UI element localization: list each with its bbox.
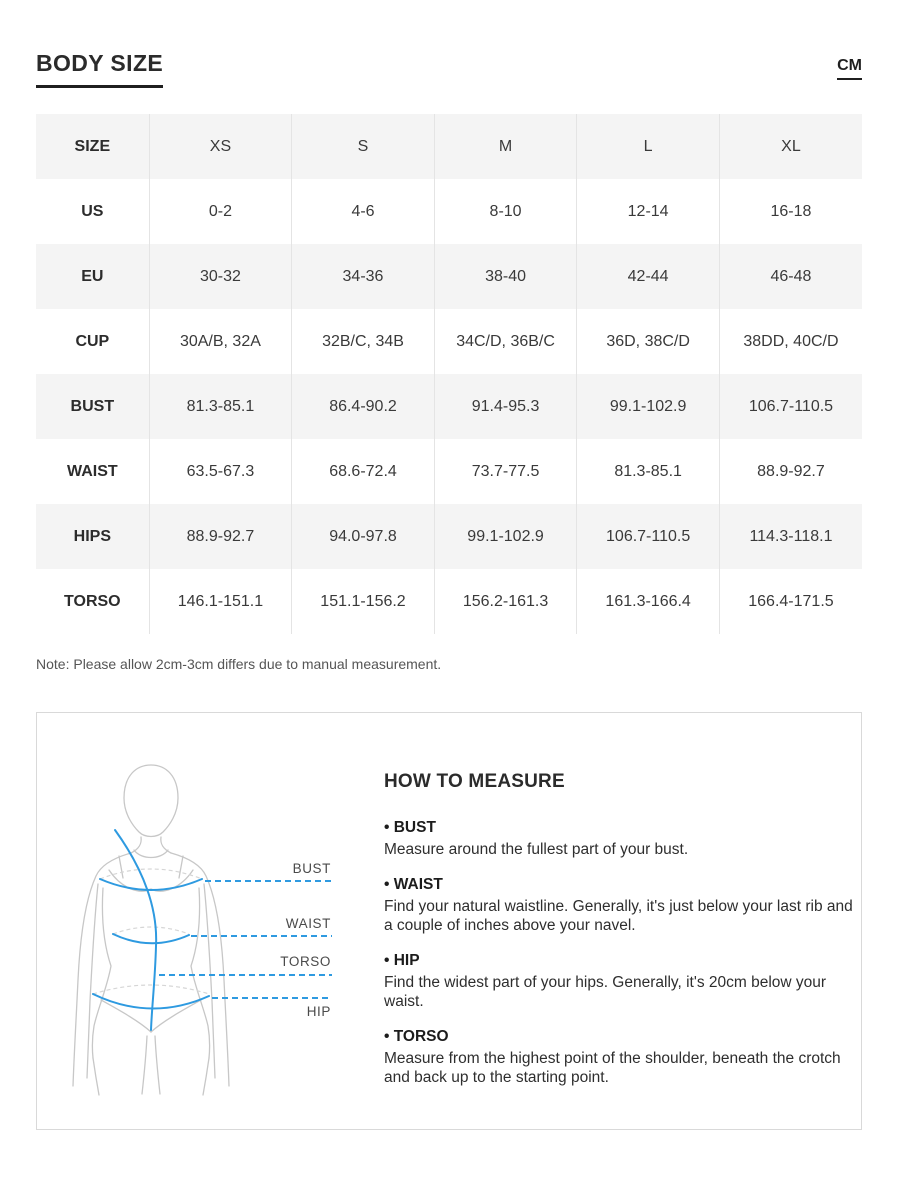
size-table-body: [36, 114, 862, 634]
size-value-cell: 8-10: [434, 179, 577, 244]
row-label: WAIST: [36, 439, 149, 504]
page-title: BODY SIZE: [36, 50, 163, 88]
size-value-cell: 81.3-85.1: [149, 374, 292, 439]
size-value-cell: 42-44: [577, 244, 720, 309]
measure-item-bust: [384, 819, 854, 859]
measure-description: Measure around the fullest part of your bust.: [384, 841, 689, 858]
how-to-measure-section: [384, 771, 854, 1104]
how-to-measure-heading: HOW TO MEASURE: [384, 771, 565, 792]
size-value-cell: 36D, 38C/D: [577, 309, 720, 374]
size-value-cell: 38DD, 40C/D: [743, 332, 839, 350]
diagram-label-bust: BUST: [292, 861, 331, 876]
column-header-cell: S: [292, 114, 435, 179]
table-row: [36, 504, 862, 569]
measure-instructions: [384, 819, 854, 1087]
size-value-cell: 34C/D, 36B/C: [434, 309, 577, 374]
size-value-cell: 63.5-67.3: [149, 439, 292, 504]
table-row: [36, 244, 862, 309]
row-label: BUST: [36, 374, 149, 439]
page-header: [36, 50, 862, 88]
measure-term: • TORSO: [384, 1028, 854, 1046]
size-value-cell: 68.6-72.4: [292, 439, 435, 504]
size-value-cell: 32B/C, 34B: [292, 309, 435, 374]
column-header-cell: M: [434, 114, 577, 179]
row-label: CUP: [36, 309, 149, 374]
measure-term: • WAIST: [384, 876, 854, 894]
table-row: [36, 179, 862, 244]
diagram-label-torso: TORSO: [280, 954, 331, 969]
size-value-cell: 146.1-151.1: [149, 569, 292, 634]
size-value-cell: 99.1-102.9: [434, 504, 577, 569]
diagram-label-hip: HIP: [306, 1004, 331, 1019]
size-value-cell: 34-36: [292, 244, 435, 309]
size-value-cell: 166.4-171.5: [748, 592, 834, 610]
size-value-cell: 16-18: [770, 202, 812, 220]
row-label: TORSO: [36, 569, 149, 634]
size-value-cell: 38-40: [434, 244, 577, 309]
measure-item-hip: [384, 952, 854, 1011]
measure-item-waist: [384, 876, 854, 935]
size-value-cell: 161.3-166.4: [577, 569, 720, 634]
row-label: SIZE: [36, 114, 149, 179]
size-value-cell: 88.9-92.7: [757, 462, 825, 480]
body-size-table: [36, 114, 862, 634]
column-header-cell: XS: [149, 114, 292, 179]
how-to-measure-box: [36, 712, 862, 1130]
size-value-cell: 0-2: [149, 179, 292, 244]
measure-description: Measure from the highest point of the shoulder, beneath the crotch and back up to the starting point.: [384, 1050, 841, 1086]
table-header-row: [36, 114, 862, 179]
measure-term: • BUST: [384, 819, 854, 837]
unit-label: CM: [837, 57, 862, 80]
size-value-cell: 30-32: [149, 244, 292, 309]
table-row: [36, 374, 862, 439]
column-header-cell: XL: [781, 137, 801, 155]
size-value-cell: 94.0-97.8: [292, 504, 435, 569]
size-value-cell: 46-48: [770, 267, 812, 285]
size-value-cell: 156.2-161.3: [434, 569, 577, 634]
size-value-cell: 91.4-95.3: [434, 374, 577, 439]
size-value-cell: 4-6: [292, 179, 435, 244]
table-row: [36, 309, 862, 374]
table-row: [36, 569, 862, 634]
row-label: US: [36, 179, 149, 244]
measure-term: • HIP: [384, 952, 854, 970]
column-header-cell: L: [577, 114, 720, 179]
row-label: HIPS: [36, 504, 149, 569]
size-value-cell: 73.7-77.5: [434, 439, 577, 504]
measure-item-torso: [384, 1028, 854, 1087]
size-value-cell: 86.4-90.2: [292, 374, 435, 439]
measure-description: Find the widest part of your hips. Generally, it's 20cm below your waist.: [384, 974, 827, 1010]
size-value-cell: 12-14: [577, 179, 720, 244]
size-value-cell: 30A/B, 32A: [149, 309, 292, 374]
size-value-cell: 88.9-92.7: [149, 504, 292, 569]
size-value-cell: 99.1-102.9: [577, 374, 720, 439]
measurement-note: Note: Please allow 2cm-3cm differs due to manual measurement.: [36, 656, 442, 672]
size-value-cell: 106.7-110.5: [577, 504, 720, 569]
diagram-label-waist: WAIST: [285, 916, 331, 931]
size-value-cell: 151.1-156.2: [292, 569, 435, 634]
table-row: [36, 439, 862, 504]
size-value-cell: 114.3-118.1: [749, 527, 833, 545]
size-value-cell: 106.7-110.5: [748, 397, 834, 415]
measure-description: Find your natural waistline. Generally, it's just below your last rib and a couple of inches above your navel.: [384, 898, 853, 934]
size-value-cell: 81.3-85.1: [577, 439, 720, 504]
row-label: EU: [36, 244, 149, 309]
